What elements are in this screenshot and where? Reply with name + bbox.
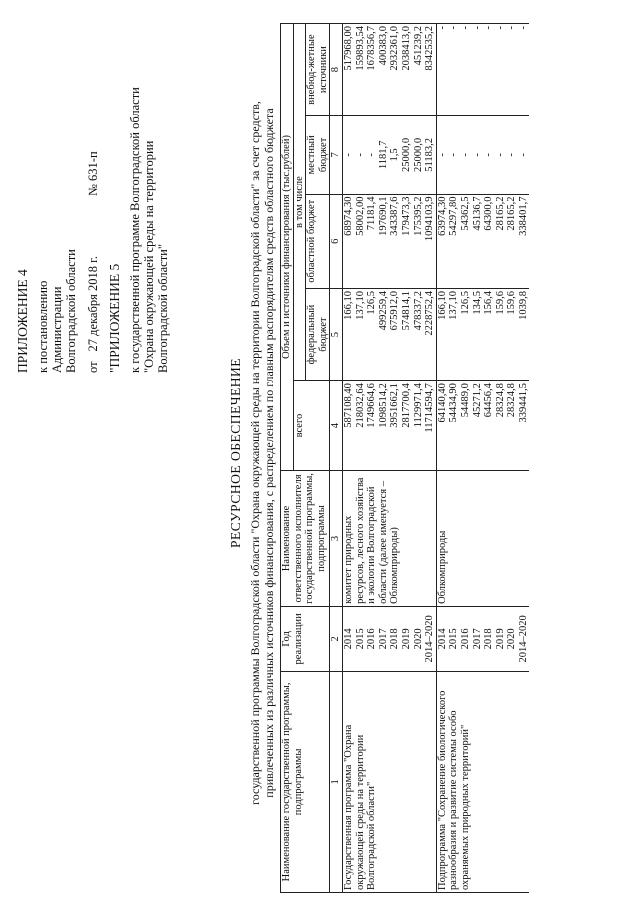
federal-value: 137,10 (354, 290, 366, 320)
decree-line-3: Волгоградской области (64, 249, 78, 373)
year-value: 2017 (377, 628, 389, 650)
year-cell (436, 606, 529, 671)
extra-cell (342, 24, 436, 116)
year-value: 2014 (342, 628, 354, 650)
local-value: - (517, 153, 529, 157)
total-value: 218032,64 (354, 383, 366, 428)
header-name: Наименование государственной программы, подпрограммы (281, 671, 330, 892)
col-number: 2 (330, 606, 343, 671)
total-value: 1098514,2 (377, 383, 389, 428)
extra-value: 1678356,7 (366, 26, 378, 71)
extra-value: 159893,54 (354, 26, 366, 71)
extra-value: - (506, 26, 518, 30)
total-value: 1749664,6 (366, 383, 378, 428)
year-value: 2014–2020 (517, 615, 529, 663)
total-value: 28324,8 (506, 383, 518, 418)
federal-value: 159,6 (494, 290, 506, 315)
extra-value: 517968,00 (342, 26, 354, 71)
federal-value: 166,10 (436, 290, 448, 320)
col-number: 6 (330, 194, 343, 288)
total-value: 64140,40 (436, 383, 448, 423)
year-cell (342, 606, 436, 671)
year-value: 2018 (483, 628, 495, 650)
executor-cell: комитет природных ресурсов, лесного хозяйства и экологии Волгоградской области (далее именуется – Облкомприроды) (342, 470, 436, 606)
federal-value: 2228752,4 (424, 290, 436, 336)
col-number: 3 (330, 470, 343, 606)
local-value: - (483, 153, 495, 157)
extra-value: 2932361,0 (389, 26, 401, 71)
local-value: - (366, 153, 378, 157)
executor-cell: Облкомприроды (436, 470, 529, 606)
federal-cell (342, 288, 436, 380)
local-value: - (342, 153, 354, 157)
rotated-content (12, 13, 632, 893)
header-executor: Наименование ответственного исполнителя государственной программы, подпрограммы (281, 470, 330, 606)
extra-value: 400383,0 (377, 26, 389, 66)
col-number: 4 (330, 381, 343, 471)
year-value: 2014–2020 (424, 615, 436, 663)
regional-value: 28165,2 (506, 196, 518, 231)
header-local: местный бюджет (306, 116, 330, 194)
year-value: 2014 (436, 628, 448, 650)
regional-value: 63974,30 (436, 196, 448, 236)
total-value: 339441,5 (517, 383, 529, 423)
program-line-3: Волгоградской области" (156, 244, 170, 373)
local-value: 25000,0 (400, 137, 412, 172)
header-volume: Объем и источники финансирования (тыс.рублей) (281, 24, 294, 471)
federal-value: 126,5 (366, 290, 378, 315)
col-number: 8 (330, 24, 343, 116)
decree-line-1: к постановлению (36, 280, 50, 373)
federal-value: 156,4 (483, 290, 495, 315)
extra-value: - (471, 26, 483, 30)
header-year: Год реализации (281, 606, 330, 671)
federal-value: 137,10 (448, 290, 460, 320)
total-value: 54489,0 (459, 383, 471, 418)
federal-cell (436, 288, 529, 380)
total-value: 54434,90 (448, 383, 460, 423)
local-value: 25000,0 (412, 137, 424, 172)
regional-cell (342, 194, 436, 288)
total-cell (436, 381, 529, 471)
local-value: 51183,2 (424, 138, 436, 172)
year-value: 2019 (400, 628, 412, 650)
extra-cell (436, 24, 529, 116)
total-value: 3951662,1 (389, 383, 401, 428)
header-block (16, 13, 170, 373)
regional-value: 197690,1 (377, 196, 389, 236)
header-regional: областной бюджет (306, 194, 330, 288)
local-value: 1,5 (389, 148, 401, 162)
total-value: 45271,2 (471, 383, 483, 418)
local-value: - (448, 153, 460, 157)
header-including: в том числе (293, 24, 306, 381)
local-cell (436, 116, 529, 194)
extra-value: 451239,2 (412, 26, 424, 66)
federal-value: 126,5 (459, 290, 471, 315)
local-value: - (459, 153, 471, 157)
extra-value: - (517, 26, 529, 30)
regional-value: 58002,00 (354, 196, 366, 236)
table-row (436, 24, 529, 893)
regional-value: 68974,30 (342, 196, 354, 236)
header-federal: федеральный бюджет (306, 288, 330, 380)
local-value: - (506, 153, 518, 157)
federal-value: 166,10 (342, 290, 354, 320)
extra-value: 8342535,2 (424, 26, 436, 71)
extra-value: - (483, 26, 495, 30)
column-number-row (330, 24, 343, 893)
regional-value: 179473,3 (400, 196, 412, 236)
col-number: 1 (330, 671, 343, 892)
total-value: 587108,40 (342, 383, 354, 428)
extra-value: - (436, 26, 448, 30)
year-value: 2018 (389, 628, 401, 650)
header-extra: внебюд-жетные источники (306, 24, 330, 116)
total-value: 11714594,7 (424, 383, 436, 433)
local-cell (342, 116, 436, 194)
decree-number: № 631-п (86, 151, 100, 197)
appendix-4-label: ПРИЛОЖЕНИЕ 4 (15, 269, 30, 373)
decree-date: 27 декабря 2018 г. (86, 256, 100, 352)
total-value: 1129971,4 (412, 383, 424, 428)
program-name-cell: Подпрограмма "Сохранение биологического разнообразия и развитие системы особо охраняемых природных территорий" (436, 671, 529, 892)
col-number: 5 (330, 288, 343, 380)
regional-value: 1094103,9 (424, 196, 436, 242)
decree-line-2: Администрации (50, 286, 64, 373)
program-line-1: к государственной программе Волгоградской области (128, 87, 142, 373)
document-title: РЕСУРСНОЕ ОБЕСПЕЧЕНИЕ (228, 358, 243, 548)
program-name-cell: Государственная программа "Охрана окружающей среды на территории Волгоградской области" (342, 671, 436, 892)
local-value: - (494, 153, 506, 157)
regional-value: 28165,2 (494, 196, 506, 231)
year-value: 2015 (354, 628, 366, 650)
regional-value: 338401,7 (517, 196, 529, 236)
decree-date-line (86, 13, 100, 373)
program-line-2: "Охрана окружающей среды на территории (142, 140, 156, 373)
federal-value: 1039,8 (517, 290, 529, 320)
resource-table (280, 23, 529, 893)
total-value: 2817700,4 (400, 383, 412, 428)
regional-value: 45136,7 (471, 196, 483, 231)
extra-value: - (494, 26, 506, 30)
year-value: 2016 (459, 628, 471, 650)
col-number: 7 (330, 116, 343, 194)
header-total: всего (293, 381, 330, 471)
total-value: 28324,8 (494, 383, 506, 418)
year-value: 2020 (412, 628, 424, 650)
federal-value: 675912,0 (389, 290, 401, 331)
date-prefix: от (86, 361, 100, 373)
regional-value: 54362,5 (459, 196, 471, 231)
local-value: - (471, 153, 483, 157)
regional-value: 175395,2 (412, 196, 424, 236)
extra-value: - (459, 26, 471, 30)
local-value: - (354, 153, 366, 157)
year-value: 2016 (366, 628, 378, 650)
document-subtitle-1: государственной программы Волгоградской области "Охрана окружающей среды на территории Волгоградской области" за счет средств, (248, 101, 262, 805)
extra-value: 2038413,0 (400, 26, 412, 71)
extra-value: - (448, 26, 460, 30)
appendix-5-label: "ПРИЛОЖЕНИЕ 5 (107, 263, 122, 373)
regional-value: 64300,0 (483, 196, 495, 231)
year-value: 2015 (448, 628, 460, 650)
year-value: 2020 (506, 628, 518, 650)
local-value: 1181,7 (377, 140, 389, 170)
federal-value: 159,6 (506, 290, 518, 315)
federal-value: 134,5 (471, 290, 483, 315)
total-value: 64456,4 (483, 383, 495, 418)
federal-value: 499259,4 (377, 290, 389, 331)
local-value: - (436, 153, 448, 157)
federal-value: 574814,1 (400, 290, 412, 331)
regional-cell (436, 194, 529, 288)
regional-value: 54297,80 (448, 196, 460, 236)
regional-value: 71181,4 (366, 196, 378, 231)
year-value: 2017 (471, 628, 483, 650)
year-value: 2019 (494, 628, 506, 650)
total-cell (342, 381, 436, 471)
document-subtitle-2: привлеченных из различных источников финансирования, с распределением по главным распорядителям средств областного бюджета (262, 108, 276, 798)
table-row (342, 24, 436, 893)
federal-value: 478337,2 (412, 290, 424, 331)
regional-value: 343387,6 (389, 196, 401, 236)
